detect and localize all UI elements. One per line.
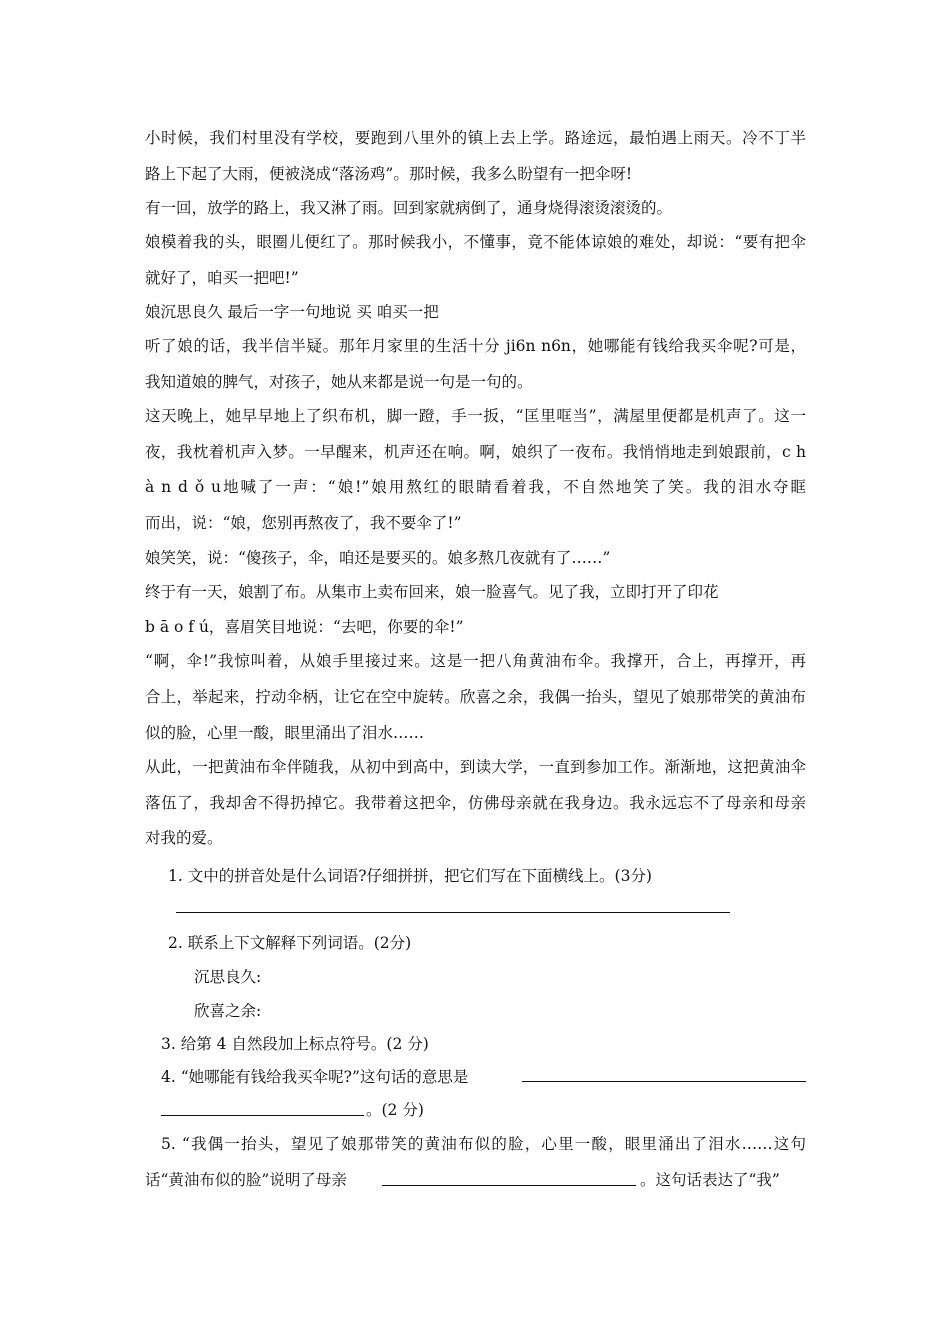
question-5: 5. “我偶一抬头，望见了娘那带笑的黄油布似的脸，心里一酸，眼里涌出了泪水……这句 xyxy=(161,1135,806,1153)
question-2-term-2: 欣喜之余: xyxy=(194,1002,262,1020)
passage-line: 就好了，咱买一把吧!” xyxy=(145,269,299,287)
passage-line: 夜，我枕着机声入梦。一早醒来，机声还在响。啊，娘织了一夜布。我悄悄地走到娘跟前，c h xyxy=(145,443,806,461)
passage-line: 这天晚上，她早早地上了织布机，脚一蹬，手一扳，“匡里哐当”，满屋里便都是机声了。这一 xyxy=(145,407,806,425)
question-2: 2. 联系上下文解释下列词语。(2分) xyxy=(168,934,412,952)
passage-line: 有一回，放学的路上，我又淋了雨。回到家就病倒了，通身烧得滚烫滚烫的。 xyxy=(145,199,673,217)
passage-line: 小时候，我们村里没有学校，要跑到八里外的镇上去上学。路途远，最怕遇上雨天。冷不丁半 xyxy=(145,129,806,147)
passage-line: 似的脸，心里一酸，眼里涌出了泪水…… xyxy=(145,724,425,742)
question-1: 1. 文中的拼音处是什么词语?仔细拼拼，把它们写在下面横线上。(3分) xyxy=(168,867,652,885)
passage-line: 而出，说：“娘，您别再熬夜了，我不要伞了!” xyxy=(145,514,462,532)
passage-line: 听了娘的话，我半信半疑。那年月家里的生活十分 ji6n n6n，她哪能有钱给我买伞呢?可是， xyxy=(145,337,806,355)
passage-line: “啊，伞!”我惊叫着，从娘手里接过来。这是一把八角黄油布伞。我撑开，合上，再撑开，再 xyxy=(145,652,806,670)
question-5-cont: 话“黄油布似的脸”说明了母亲 xyxy=(145,1171,347,1189)
answer-line-q4b[interactable] xyxy=(161,1115,364,1116)
passage-line: 娘模着我的头，眼圈儿便红了。那时候我小，不懂事，竟不能体谅娘的难处，却说：“要有把伞 xyxy=(145,233,806,251)
question-5-end: 。这句话表达了“我” xyxy=(640,1171,780,1189)
passage-line: 从此，一把黄油布伞伴随我，从初中到高中，到读大学，一直到参加工作。渐渐地，这把黄油伞 xyxy=(145,758,806,776)
passage-line: b ā o f ú，喜眉笑目地说：“去吧，你要的伞!” xyxy=(145,618,464,636)
answer-line-q4a[interactable] xyxy=(522,1081,806,1082)
answer-line-q5[interactable] xyxy=(382,1185,636,1186)
passage-line: à n d ǒ u地喊了一声：“娘!”娘用熬红的眼睛看着我，不自然地笑了笑。我的泪水夺眶 xyxy=(145,478,806,496)
passage-line: 终于有一天，娘割了布。从集市上卖布回来，娘一脸喜气。见了我，立即打开了印花 xyxy=(145,583,719,601)
passage-line: 对我的爱。 xyxy=(145,829,223,847)
question-2-term-1: 沉思良久: xyxy=(194,968,262,986)
passage-line: 落伍了，我却舍不得扔掉它。我带着这把伞，仿佛母亲就在我身边。我永远忘不了母亲和母亲 xyxy=(145,794,806,812)
question-4-score: 。(2 分) xyxy=(366,1101,424,1119)
passage-line: 娘笑笑，说：“傻孩子，伞，咱还是要买的。娘多熬几夜就有了……” xyxy=(145,549,611,567)
passage-line: 我知道娘的脾气，对孩子，她从来都是说一句是一句的。 xyxy=(145,373,533,391)
question-3: 3. 给第 4 自然段加上标点符号。(2 分) xyxy=(161,1035,429,1053)
passage-line: 路上下起了大雨，便被浇成“落汤鸡”。那时候，我多么盼望有一把伞呀! xyxy=(145,165,633,183)
question-4: 4. “她哪能有钱给我买伞呢?”这句话的意思是 xyxy=(161,1068,469,1086)
passage-line: 合上，举起来，拧动伞柄，让它在空中旋转。欣喜之余，我偶一抬头，望见了娘那带笑的黄油布 xyxy=(145,688,806,706)
passage-line: 娘沉思良久 最后一字一句地说 买 咱买一把 xyxy=(145,303,439,321)
answer-line-q1[interactable] xyxy=(176,912,730,913)
